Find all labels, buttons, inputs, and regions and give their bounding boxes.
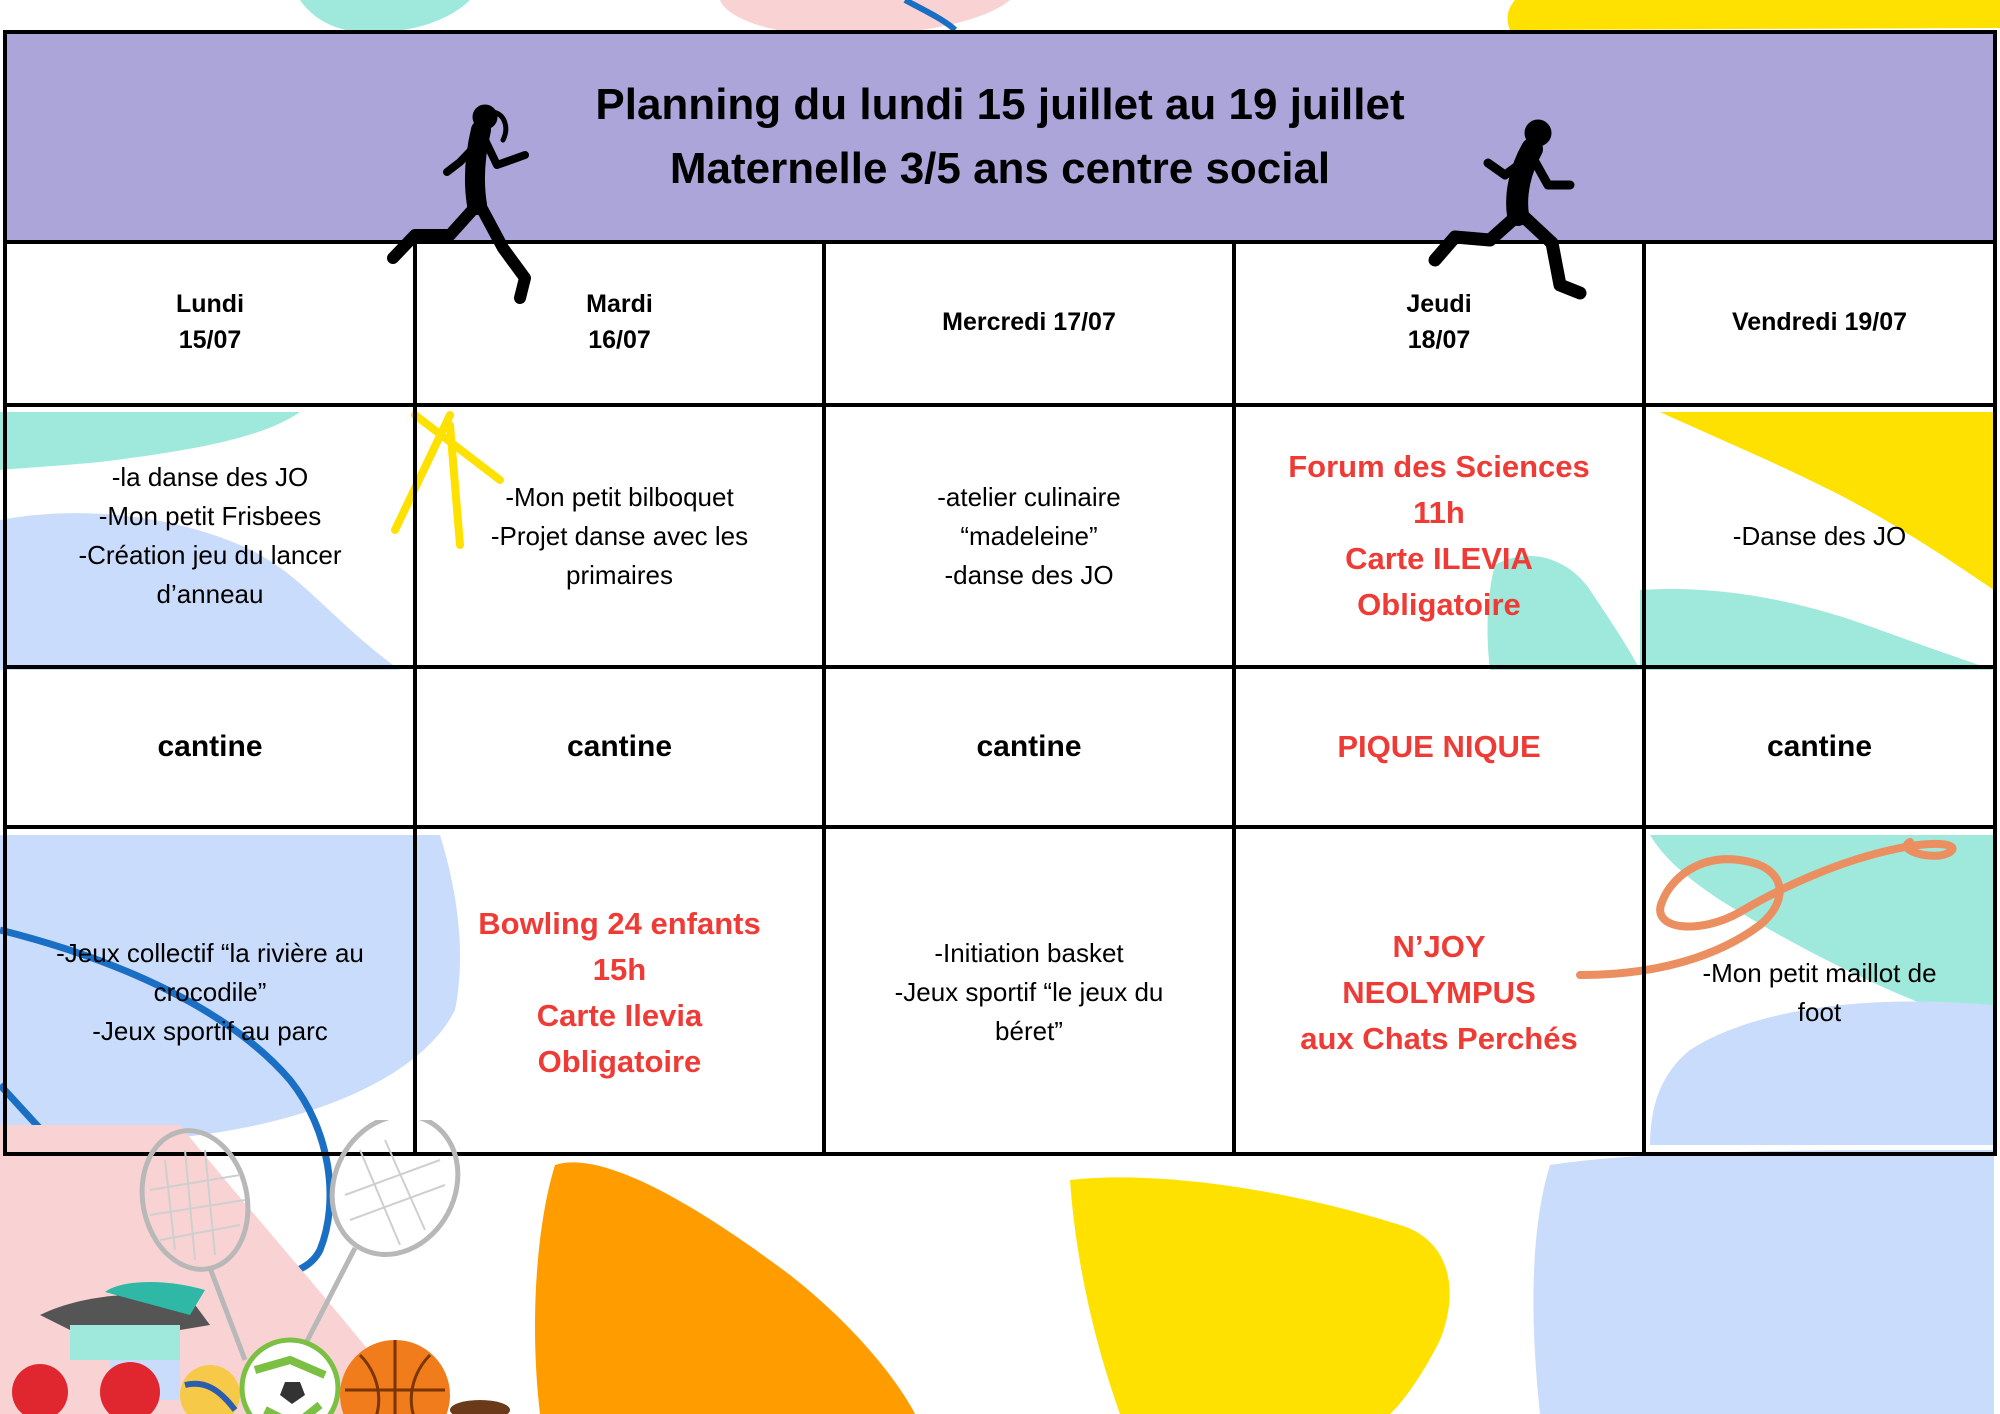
activity-text: -Danse des JO: [1732, 520, 1907, 551]
activity-text: -atelier culinaire “madeleine” -danse des JO: [937, 481, 1121, 590]
day-header-mercredi: [826, 240, 1236, 407]
activity-text: -Jeux collectif “la rivière au crocodile” -Jeux sportif au parc: [56, 938, 364, 1046]
day-header-lundi: [7, 240, 417, 407]
lunch-cell-vendredi: [1646, 669, 1993, 829]
title-line-2: Maternelle 3/5 ans centre social: [669, 144, 1331, 193]
day-label: Vendredi 19/07: [1731, 307, 1908, 336]
afternoon-cell-mardi: [417, 829, 826, 1156]
day-header-vendredi: [1646, 240, 1993, 407]
lunch-cell-mercredi: [826, 669, 1236, 829]
lunch-text: cantine: [566, 730, 673, 763]
picnic-text: PIQUE NIQUE: [1337, 729, 1541, 764]
afternoon-cell-lundi: [7, 829, 417, 1156]
lunch-cell-jeudi: [1236, 669, 1646, 829]
blue-blob-bottom-right: [1533, 1150, 1994, 1414]
yellow-blob-bottom: [1070, 1177, 1450, 1414]
schedule-grid: [7, 240, 1993, 1156]
lunch-text: cantine: [1766, 730, 1873, 763]
day-label: Mardi 16/07: [586, 289, 653, 354]
orange-blob-bottom: [535, 1162, 915, 1414]
morning-cell-mardi: [417, 407, 826, 669]
morning-cell-lundi: [7, 407, 417, 669]
activity-text: -Mon petit bilboquet -Projet danse avec les primaires: [490, 481, 749, 590]
title-bar: [7, 34, 1993, 244]
afternoon-cell-jeudi: [1236, 829, 1646, 1156]
activity-text: -la danse des JO -Mon petit Frisbees -Création jeu du lancer d’anneau: [78, 462, 342, 609]
lunch-text: cantine: [976, 730, 1082, 763]
morning-cell-vendredi: [1646, 407, 1993, 669]
lunch-cell-mardi: [417, 669, 826, 829]
morning-cell-jeudi: [1236, 407, 1646, 669]
afternoon-cell-mercredi: [826, 829, 1236, 1156]
lunch-text: cantine: [157, 730, 263, 763]
day-label: Mercredi 17/07: [942, 307, 1116, 336]
activity-text: -Mon petit maillot de foot: [1702, 957, 1937, 1027]
day-label: Lundi 15/07: [175, 289, 245, 354]
title-line-1: Planning du lundi 15 juillet au 19 juillet: [595, 80, 1405, 129]
planning-table: [3, 30, 1997, 1156]
lunch-cell-lundi: [7, 669, 417, 829]
runner-woman-icon: [385, 100, 555, 305]
afternoon-cell-vendredi: [1646, 829, 1993, 1156]
runner-man-icon: [1420, 115, 1590, 305]
outing-text: Forum des Sciences 11h Carte ILEVIA Obligatoire: [1288, 449, 1590, 622]
mint-blob-top-left: [300, 0, 470, 32]
day-label: Jeudi 18/07: [1406, 289, 1472, 354]
morning-cell-mercredi: [826, 407, 1236, 669]
sports-equipment-icon: [0, 1120, 560, 1414]
activity-text: -Initiation basket -Jeux sportif “le jeux du béret”: [894, 938, 1164, 1046]
outing-text: Bowling 24 enfants 15h Carte Ilevia Obligatoire: [478, 905, 761, 1079]
outing-text: N’JOY NEOLYMPUS aux Chats Perchés: [1300, 928, 1578, 1056]
yellow-blob-top-right: [1508, 0, 2000, 30]
